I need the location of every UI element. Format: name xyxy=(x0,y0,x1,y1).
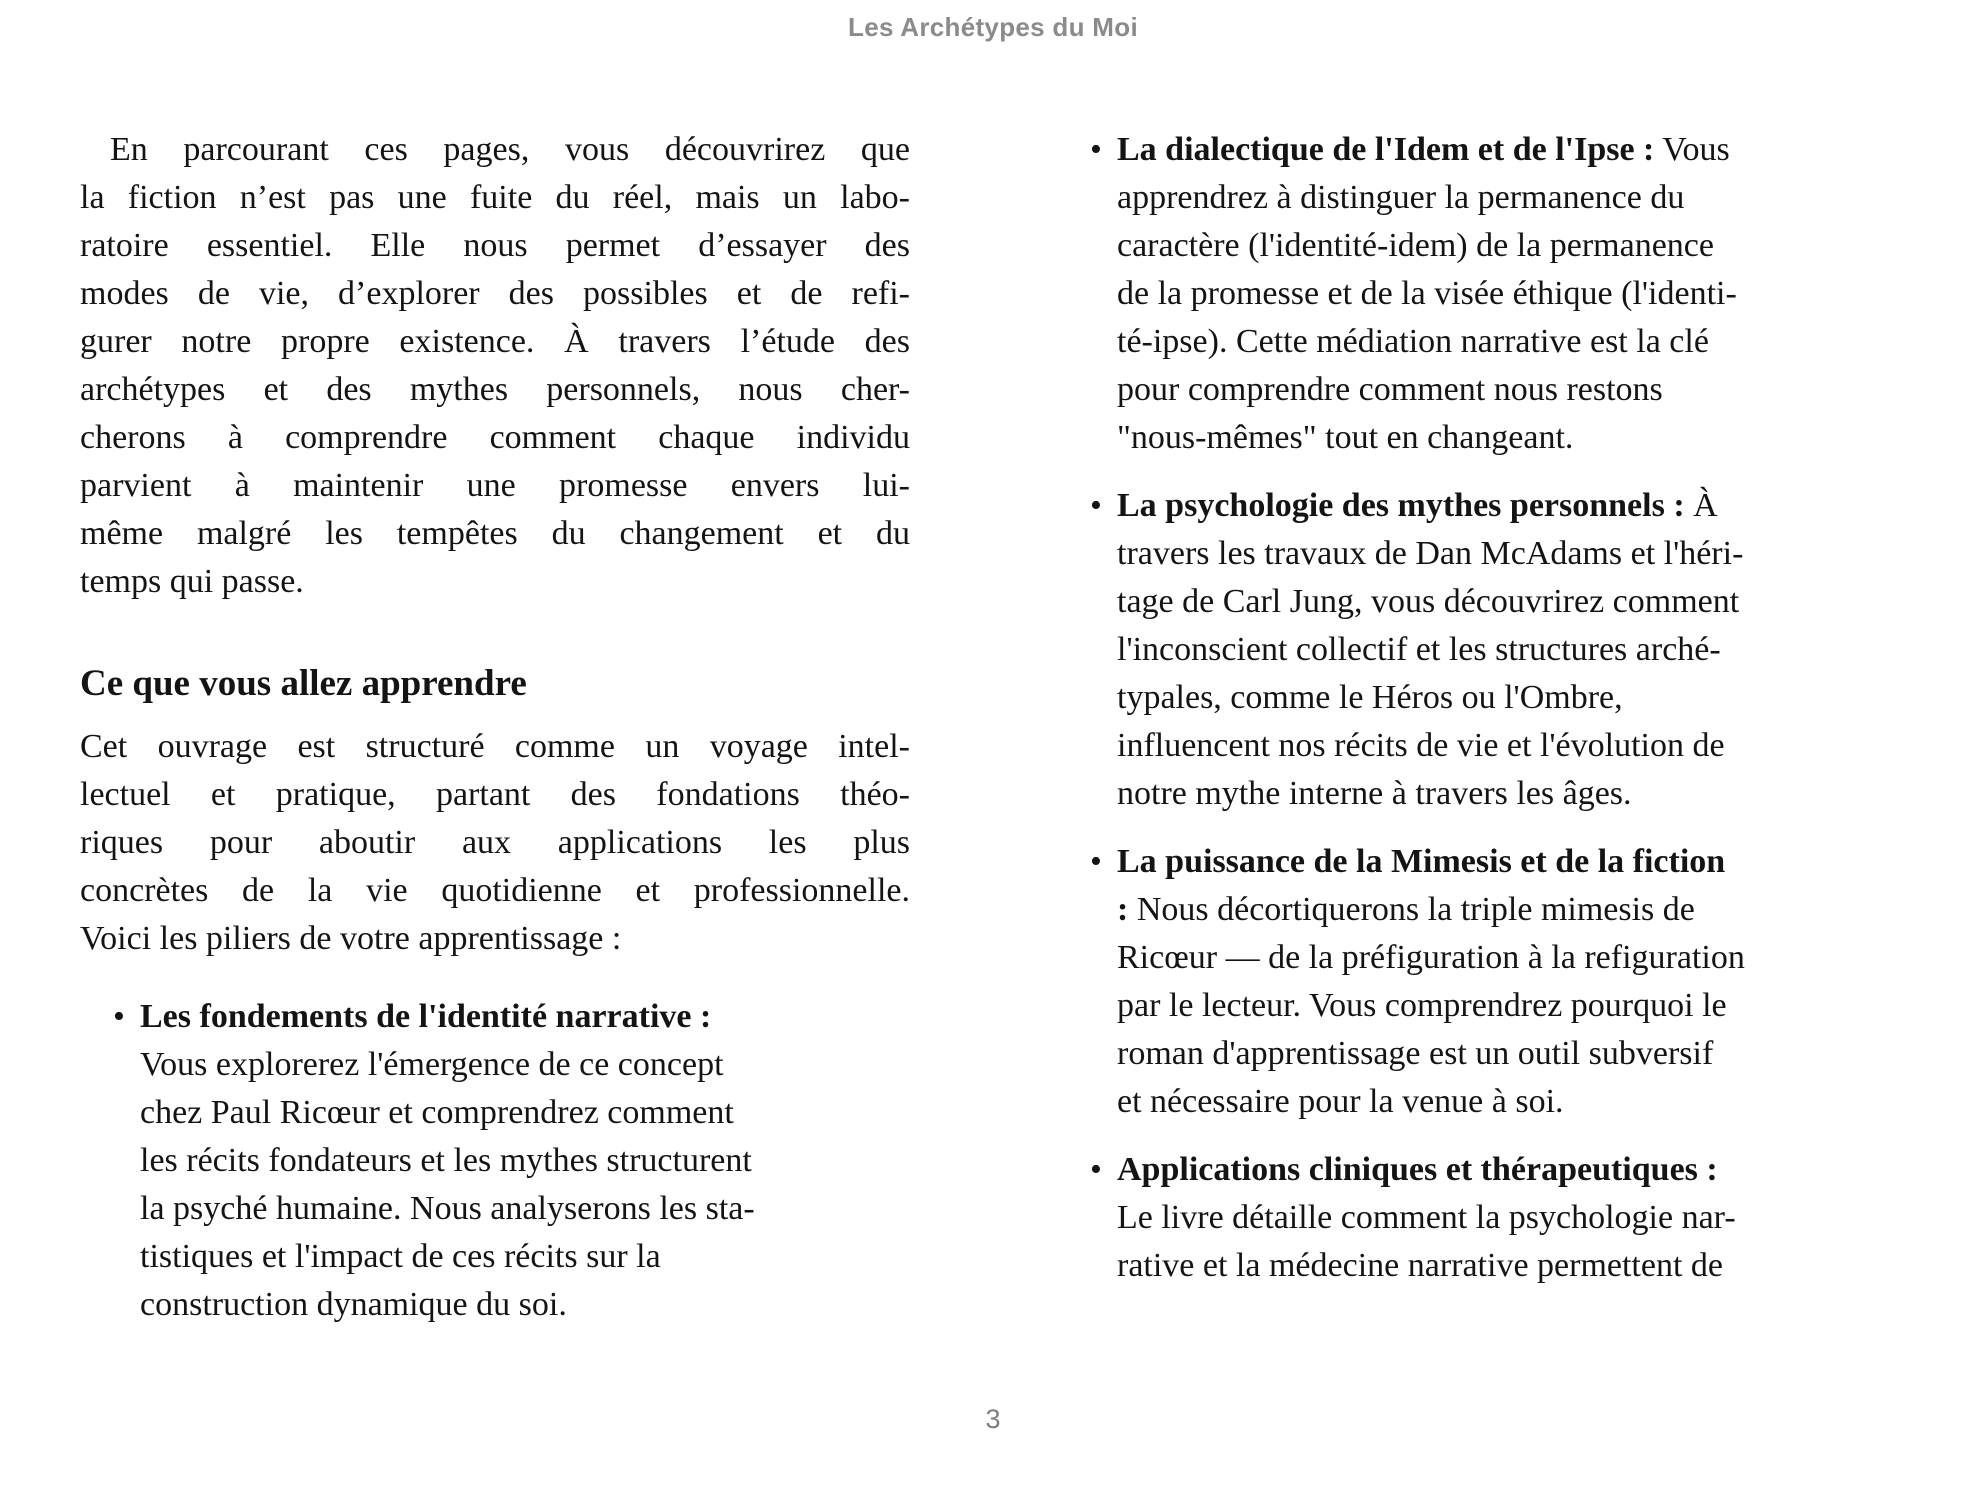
list-item-dialectique-idem-ipse xyxy=(1057,126,1887,462)
running-title: Les Archétypes du Moi xyxy=(848,12,1138,42)
paragraph-intro: En parcourant ces pages, vous découvrirez que la fiction n’est pas une fuite du réel, mais un labo- ratoire essentiel. Elle nous permet d’essayer des modes de vie, d’explorer des possibles et de refi- gurer notre propre existence. À travers l’étude des archétypes et des mythes personnels, nous cher- cherons à comprendre comment chaque individu parvient à maintenir une promesse envers lui- même malgré les tempêtes du changement et du temps qui passe. xyxy=(80,131,910,600)
list-item-applications-cliniques xyxy=(1057,1146,1887,1290)
bullet-icon: • xyxy=(1090,487,1102,524)
page-number: 3 xyxy=(985,1404,1001,1434)
right-column xyxy=(1057,126,1887,1290)
bullet-icon: • xyxy=(113,998,125,1035)
left-column xyxy=(80,126,910,1329)
list-item-text: La dialectique de l'Idem et de l'Ipse : Vous apprendrez à distinguer la permanence du caractère (l'identité-idem) de la permanence de la promesse et de la visée éthique (l'identi- té-ipse). Cette médiation narrative est la clé pour comprendre comment nous restons "nous-mêmes" tout en changeant. xyxy=(1117,131,1737,456)
list-item-puissance-mimesis xyxy=(1057,838,1887,1126)
list-item-fondements-identite xyxy=(80,993,910,1329)
bullet-icon: • xyxy=(1090,131,1102,168)
list-item-text: Les fondements de l'identité narrative : Vous explorerez l'émergence de ce concept chez Paul Ricœur et comprendrez comment les récits fondateurs et les mythes structurent la psyché humaine. Nous analyserons les sta- tistiques et l'impact de ces récits sur la construction dynamique du soi. xyxy=(140,998,755,1323)
paragraph-overview: Cet ouvrage est structuré comme un voyage intel- lectuel et pratique, partant des fondations théo- riques pour aboutir aux applications les plus concrètes de la vie quotidienne et professionnelle. Voici les piliers de votre apprentissage : xyxy=(80,728,910,957)
list-item-text: Applications cliniques et thérapeutiques : Le livre détaille comment la psychologie nar- rative et la médecine narrative permettent de xyxy=(1117,1151,1736,1284)
list-item-psychologie-mythes xyxy=(1057,482,1887,818)
bullet-icon: • xyxy=(1090,1151,1102,1188)
list-item-text: La psychologie des mythes personnels : À travers les travaux de Dan McAdams et l'héri- tage de Carl Jung, vous découvrirez comment l'inconscient collectif et les structures arché- typales, comme le Héros ou l'Ombre, influencent nos récits de vie et l'évolution de notre mythe interne à travers les âges. xyxy=(1117,487,1744,812)
section-heading: Ce que vous allez apprendre xyxy=(80,663,527,704)
list-item-text: La puissance de la Mimesis et de la fiction : Nous décortiquerons la triple mimesis de Ricœur — de la préfiguration à la refiguration par le lecteur. Vous comprendrez pourquoi le roman d'apprentissage est un outil subversif et nécessaire pour la venue à soi. xyxy=(1117,843,1745,1120)
bullet-icon: • xyxy=(1090,843,1102,880)
